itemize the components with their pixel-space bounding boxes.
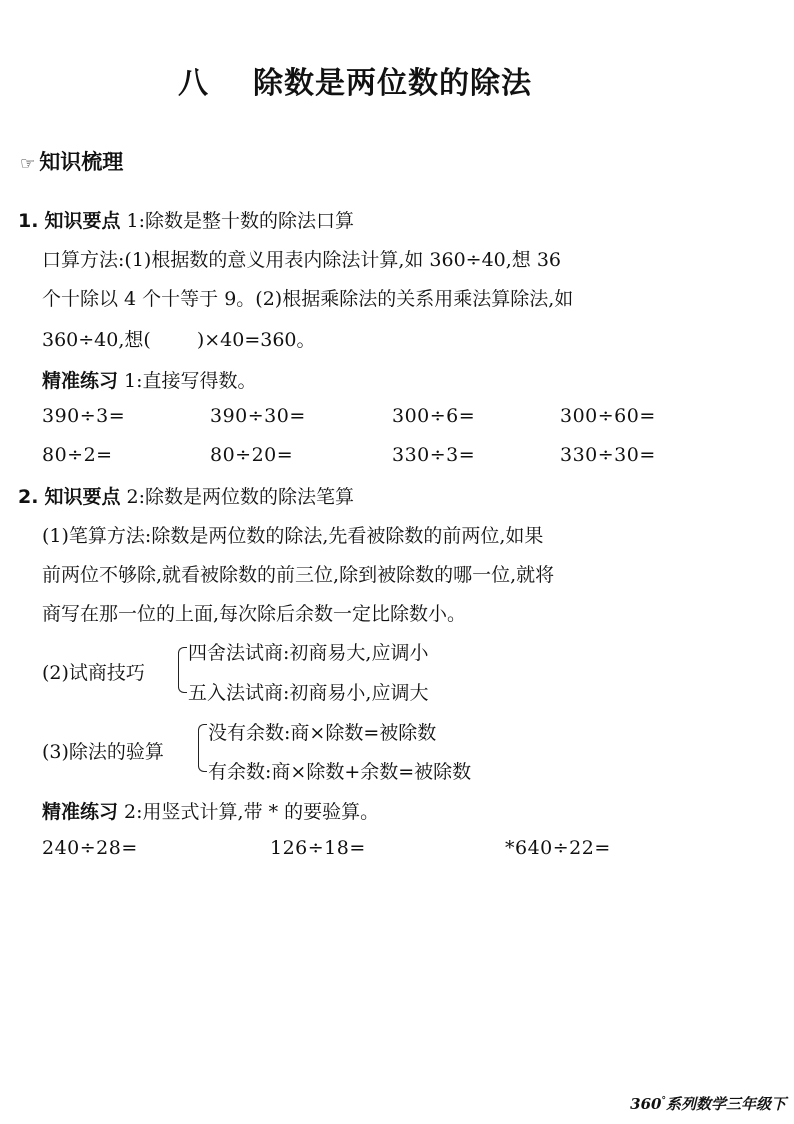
kp2-title: 2:除数是两位数的除法笔算 [120,486,355,508]
title-part1: 八 [178,66,209,101]
division-check-brace [198,724,207,772]
exercise-1-2: 390÷30= [210,405,306,427]
exercise-2-2: 126÷18= [270,837,366,859]
footer-text: 系列数学三年级下 [665,1095,786,1113]
page-title [178,58,532,102]
exercise-2-1: 240÷28= [42,837,138,859]
kp2-label: 知识要点 [44,486,121,508]
kp1-number: 1. [18,210,39,232]
footer-degree: ° [661,1096,666,1106]
division-check-1: 没有余数:商×除数=被除数 [208,722,437,744]
kp1-line-3a: 360÷40,想( [42,329,151,351]
exercise-1-7: 330÷3= [392,444,476,466]
pointing-hand-icon: ☞ [20,154,36,174]
exercise-2-3: *640÷22= [505,837,611,859]
trial-tip-1: 四舍法试商:初商易大,应调小 [188,642,429,664]
exercise-1-5: 80÷2= [42,444,113,466]
practice-1-instruction: 1:直接写得数。 [118,370,257,392]
kp1-line-1: 口算方法:(1)根据数的意义用表内除法计算,如 360÷40,想 36 [42,249,562,271]
kp2-number: 2. [18,486,39,508]
division-check-label: (3)除法的验算 [42,741,164,763]
practice-2-heading [42,797,379,824]
practice-1-label: 精准练习 [42,370,119,392]
kp1-label: 知识要点 [44,210,121,232]
section-header [20,146,123,176]
trial-tips-brace [178,647,187,693]
kp1-title: 1:除数是整十数的除法口算 [120,210,355,232]
footer [630,1093,786,1114]
title-part2: 除数是两位数的除法 [253,66,532,101]
practice-2-label: 精准练习 [42,801,119,823]
kp2-line-1: (1)笔算方法:除数是两位数的除法,先看被除数的前两位,如果 [42,525,544,547]
trial-tips-label: (2)试商技巧 [42,662,145,684]
kp2-line-3: 商写在那一位的上面,每次除后余数一定比除数小。 [42,603,467,625]
division-check-2: 有余数:商×除数+余数=被除数 [208,761,472,783]
footer-series-number: 360 [630,1095,662,1113]
kp1-line-3 [42,325,316,352]
exercise-1-1: 390÷3= [42,405,126,427]
kp1-line-3b: )×40=360。 [196,329,316,351]
exercise-1-3: 300÷6= [392,405,476,427]
kp1-heading [18,206,354,233]
kp1-line-2: 个十除以 4 个十等于 9。(2)根据乘除法的关系用乘法算除法,如 [42,288,574,310]
exercise-1-4: 300÷60= [560,405,656,427]
practice-2-instruction: 2:用竖式计算,带 * 的要验算。 [118,801,380,823]
trial-tip-2: 五入法试商:初商易小,应调大 [188,682,429,704]
kp2-heading [18,482,354,509]
exercise-1-6: 80÷20= [210,444,294,466]
section-label: 知识梳理 [39,150,124,174]
practice-1-heading [42,366,257,393]
kp2-line-2: 前两位不够除,就看被除数的前三位,除到被除数的哪一位,就将 [42,564,555,586]
exercise-1-8: 330÷30= [560,444,656,466]
